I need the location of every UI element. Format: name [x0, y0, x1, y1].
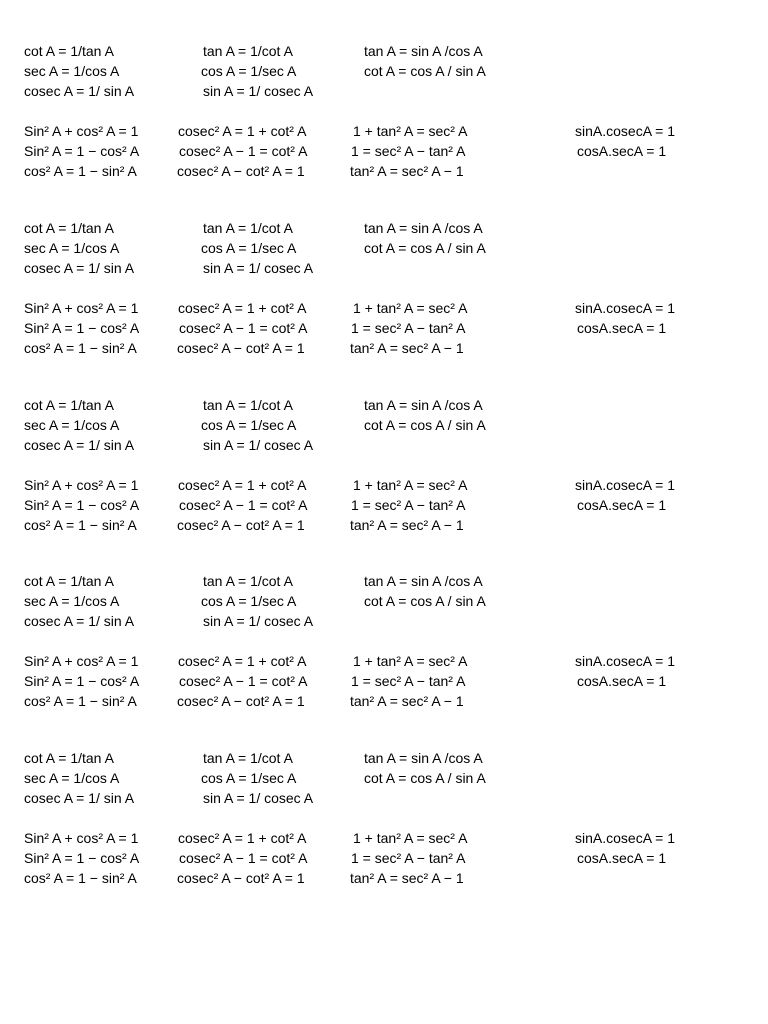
- formula: tan² A = sec² A − 1: [350, 693, 464, 709]
- formula: sin A = 1/ cosec A: [203, 83, 314, 99]
- formula: Sin² A = 1 − cos² A: [24, 497, 140, 513]
- formula: cosec² A = 1 + cot² A: [178, 477, 307, 493]
- formula: Sin² A + cos² A = 1: [24, 653, 139, 669]
- formula: cosA.secA = 1: [577, 497, 667, 513]
- formula: Sin² A = 1 − cos² A: [24, 850, 140, 866]
- formula: tan² A = sec² A − 1: [350, 870, 464, 886]
- formula: 1 + tan² A = sec² A: [353, 653, 468, 669]
- formula: Sin² A + cos² A = 1: [24, 300, 139, 316]
- formula: cos A = 1/sec A: [201, 593, 297, 609]
- formula: sin A = 1/ cosec A: [203, 790, 314, 806]
- formula: Sin² A = 1 − cos² A: [24, 320, 140, 336]
- formula: cosec² A − 1 = cot² A: [179, 850, 308, 866]
- formula: cos² A = 1 − sin² A: [24, 517, 137, 533]
- formula: 1 = sec² A − tan² A: [351, 850, 466, 866]
- formula: cot A = cos A / sin A: [364, 417, 486, 433]
- formula: cosec² A = 1 + cot² A: [178, 123, 307, 139]
- formula: sin A = 1/ cosec A: [203, 437, 314, 453]
- formula: cosec² A − cot² A = 1: [177, 693, 305, 709]
- formula: Sin² A + cos² A = 1: [24, 477, 139, 493]
- formula: sinA.cosecA = 1: [575, 123, 676, 139]
- formula: tan A = sin A /cos A: [364, 573, 483, 589]
- formula: cosec² A − 1 = cot² A: [179, 673, 308, 689]
- formula: cot A = 1/tan A: [24, 220, 114, 236]
- formula: 1 = sec² A − tan² A: [351, 320, 466, 336]
- formula: cosec² A = 1 + cot² A: [178, 300, 307, 316]
- formula: tan A = sin A /cos A: [364, 397, 483, 413]
- formula: cot A = cos A / sin A: [364, 63, 486, 79]
- formula: cos A = 1/sec A: [201, 417, 297, 433]
- formula: tan² A = sec² A − 1: [350, 163, 464, 179]
- formula: sin A = 1/ cosec A: [203, 613, 314, 629]
- formula: cot A = cos A / sin A: [364, 770, 486, 786]
- formula: tan A = sin A /cos A: [364, 43, 483, 59]
- formula: sec A = 1/cos A: [24, 417, 120, 433]
- formula: cosec² A − 1 = cot² A: [179, 143, 308, 159]
- formula: sec A = 1/cos A: [24, 593, 120, 609]
- formula: cosec² A − cot² A = 1: [177, 517, 305, 533]
- formula: sinA.cosecA = 1: [575, 653, 676, 669]
- formula: tan A = 1/cot A: [203, 220, 293, 236]
- formula: 1 = sec² A − tan² A: [351, 497, 466, 513]
- formula: sec A = 1/cos A: [24, 240, 120, 256]
- formula: tan A = 1/cot A: [203, 43, 293, 59]
- formula: Sin² A + cos² A = 1: [24, 830, 139, 846]
- formula: cosec A = 1/ sin A: [24, 613, 135, 629]
- formula: cosec² A − 1 = cot² A: [179, 320, 308, 336]
- formula: sinA.cosecA = 1: [575, 300, 676, 316]
- formula: 1 + tan² A = sec² A: [353, 477, 468, 493]
- formula: cot A = 1/tan A: [24, 397, 114, 413]
- formula: sec A = 1/cos A: [24, 63, 120, 79]
- formula: cosec² A = 1 + cot² A: [178, 653, 307, 669]
- formula: 1 + tan² A = sec² A: [353, 123, 468, 139]
- formula: tan A = sin A /cos A: [364, 750, 483, 766]
- formula: 1 = sec² A − tan² A: [351, 673, 466, 689]
- formula: cos² A = 1 − sin² A: [24, 870, 137, 886]
- formula: cot A = cos A / sin A: [364, 240, 486, 256]
- formula: sinA.cosecA = 1: [575, 830, 676, 846]
- formula: cosec² A − cot² A = 1: [177, 340, 305, 356]
- formula: cosA.secA = 1: [577, 673, 667, 689]
- formula: tan A = 1/cot A: [203, 573, 293, 589]
- formula: tan A = sin A /cos A: [364, 220, 483, 236]
- formula: cosec A = 1/ sin A: [24, 790, 135, 806]
- formula: tan² A = sec² A − 1: [350, 517, 464, 533]
- formula: 1 + tan² A = sec² A: [353, 300, 468, 316]
- formula: cos A = 1/sec A: [201, 770, 297, 786]
- formula: Sin² A + cos² A = 1: [24, 123, 139, 139]
- formula: cosec² A − 1 = cot² A: [179, 497, 308, 513]
- formula: cosA.secA = 1: [577, 320, 667, 336]
- formula: cos² A = 1 − sin² A: [24, 340, 137, 356]
- formula: cos² A = 1 − sin² A: [24, 163, 137, 179]
- formula: cosA.secA = 1: [577, 850, 667, 866]
- formula: cot A = 1/tan A: [24, 573, 114, 589]
- formula: tan A = 1/cot A: [203, 750, 293, 766]
- formula: cot A = 1/tan A: [24, 750, 114, 766]
- formula: cot A = 1/tan A: [24, 43, 114, 59]
- formula: 1 = sec² A − tan² A: [351, 143, 466, 159]
- formula: cosec A = 1/ sin A: [24, 260, 135, 276]
- formula: 1 + tan² A = sec² A: [353, 830, 468, 846]
- formula: cosec A = 1/ sin A: [24, 83, 135, 99]
- formula: tan² A = sec² A − 1: [350, 340, 464, 356]
- formula: sin A = 1/ cosec A: [203, 260, 314, 276]
- formula: Sin² A = 1 − cos² A: [24, 673, 140, 689]
- formula: cos A = 1/sec A: [201, 240, 297, 256]
- formula: cosA.secA = 1: [577, 143, 667, 159]
- formula: cos² A = 1 − sin² A: [24, 693, 137, 709]
- formula: cos A = 1/sec A: [201, 63, 297, 79]
- formula: Sin² A = 1 − cos² A: [24, 143, 140, 159]
- formula: cosec A = 1/ sin A: [24, 437, 135, 453]
- formula: cot A = cos A / sin A: [364, 593, 486, 609]
- formula: tan A = 1/cot A: [203, 397, 293, 413]
- formula: cosec² A = 1 + cot² A: [178, 830, 307, 846]
- formula: cosec² A − cot² A = 1: [177, 163, 305, 179]
- formula: sinA.cosecA = 1: [575, 477, 676, 493]
- formula: sec A = 1/cos A: [24, 770, 120, 786]
- formula: cosec² A − cot² A = 1: [177, 870, 305, 886]
